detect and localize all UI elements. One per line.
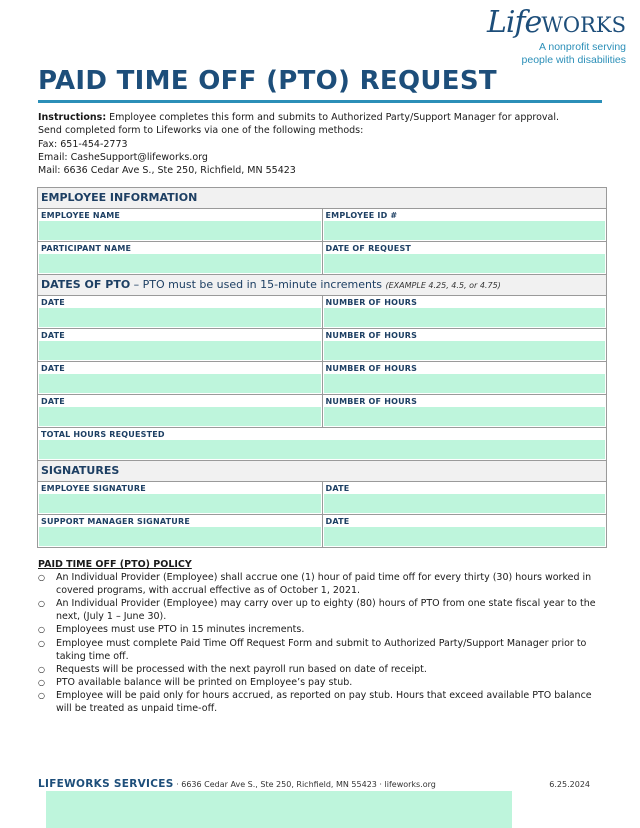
lifeworks-logo: [486, 5, 626, 70]
logo-wordmark: LifeWORKS: [486, 5, 626, 40]
pto-hours-field-1[interactable]: NUMBER OF HOURS: [322, 296, 607, 328]
email-address: Email: CasheSupport@lifeworks.org: [38, 151, 208, 163]
pto-row-1: [38, 296, 606, 329]
total-hours-row: [38, 428, 606, 461]
list-item: ○ Requests will be processed with the next payroll run based on date of receipt.: [38, 663, 427, 675]
pto-date-input-3[interactable]: [39, 374, 321, 393]
pto-row-2: [38, 329, 606, 362]
bullet-icon: ○: [38, 573, 45, 583]
form-row: [38, 209, 606, 242]
footer-org: LIFEWORKS SERVICES: [38, 778, 174, 790]
employee-name-input[interactable]: [39, 221, 321, 240]
pto-row-3: [38, 362, 606, 395]
pto-hours-input-1[interactable]: [324, 308, 606, 327]
bullet-icon: ○: [38, 599, 45, 609]
section-employee-information: EMPLOYEE INFORMATION: [38, 188, 606, 209]
instructions-line-2: Send completed form to Lifeworks via one of the following methods:: [38, 125, 364, 137]
bullet-icon: ○: [38, 638, 45, 648]
pto-date-field-4[interactable]: DATE: [38, 395, 322, 427]
total-hours-input[interactable]: [39, 440, 605, 459]
section-signatures: SIGNATURES: [38, 461, 606, 482]
employee-signature-date-input[interactable]: [324, 494, 606, 513]
bullet-icon: ○: [38, 690, 45, 700]
footer-address: 6636 Cedar Ave S., Ste 250, Richfield, MN 55423 · lifeworks.org: [181, 780, 436, 789]
date-of-request-input[interactable]: [324, 254, 606, 273]
pto-row-4: [38, 395, 606, 428]
total-hours-field[interactable]: TOTAL HOURS REQUESTED: [38, 428, 606, 460]
logo-tagline: A nonprofit serving people with disabilities: [521, 41, 626, 66]
pto-hours-field-4[interactable]: NUMBER OF HOURS: [322, 395, 607, 427]
bullet-icon: ○: [38, 625, 45, 635]
policy-title: PAID TIME OFF (PTO) POLICY: [38, 559, 192, 570]
employee-name-field[interactable]: EMPLOYEE NAME: [38, 209, 322, 241]
participant-name-field[interactable]: PARTICIPANT NAME: [38, 242, 322, 274]
pto-date-field-2[interactable]: DATE: [38, 329, 322, 361]
footer-revision-date: 6.25.2024: [549, 780, 590, 789]
pto-date-input-2[interactable]: [39, 341, 321, 360]
policy-list: [38, 571, 604, 715]
form-row: [38, 242, 606, 275]
list-item: ○ PTO available balance will be printed on Employee’s pay stub.: [38, 676, 353, 688]
support-manager-signature-input[interactable]: [39, 527, 321, 546]
support-manager-signature-row: [38, 515, 606, 547]
instructions-line-1: Instructions: Employee completes this form and submits to Authorized Party/Support Manager for approval.: [38, 112, 560, 123]
page-footer: LIFEWORKS SERVICES · 6636 Cedar Ave S., Ste 250, Richfield, MN 55423 · lifeworks.org 6.25.2024: [38, 778, 590, 790]
mail-address: Mail: 6636 Cedar Ave S., Ste 250, Richfield, MN 55423: [38, 165, 296, 177]
footer-fillable-area[interactable]: [46, 791, 512, 828]
bullet-icon: ○: [38, 664, 45, 674]
support-manager-signature-field[interactable]: SUPPORT MANAGER SIGNATURE: [38, 515, 322, 547]
pto-date-field-3[interactable]: DATE: [38, 362, 322, 394]
pto-hours-input-4[interactable]: [324, 407, 606, 426]
bullet-icon: ○: [38, 677, 45, 687]
employee-signature-date-field[interactable]: DATE: [322, 482, 607, 514]
employee-id-field[interactable]: EMPLOYEE ID #: [322, 209, 607, 241]
pto-date-input-4[interactable]: [39, 407, 321, 426]
support-manager-date-field[interactable]: DATE: [322, 515, 607, 547]
pto-date-input-1[interactable]: [39, 308, 321, 327]
fax-number: Fax: 651-454-2773: [38, 138, 128, 150]
pto-hours-input-2[interactable]: [324, 341, 606, 360]
employee-signature-field[interactable]: EMPLOYEE SIGNATURE: [38, 482, 322, 514]
participant-name-input[interactable]: [39, 254, 321, 273]
list-item: ○ Employee must complete Paid Time Off Request Form and submit to Authorized Party/Support Manager prior to taking time off.: [38, 637, 587, 662]
pto-form: [37, 187, 607, 548]
support-manager-date-input[interactable]: [324, 527, 606, 546]
pto-hours-field-3[interactable]: NUMBER OF HOURS: [322, 362, 607, 394]
instructions-block: [38, 111, 604, 177]
pto-hours-input-3[interactable]: [324, 374, 606, 393]
page-title: PAID TIME OFF (PTO) REQUEST: [38, 66, 497, 96]
date-of-request-field[interactable]: DATE OF REQUEST: [322, 242, 607, 274]
employee-signature-row: [38, 482, 606, 515]
employee-id-input[interactable]: [324, 221, 606, 240]
pto-policy: [38, 558, 604, 715]
pto-hours-field-2[interactable]: NUMBER OF HOURS: [322, 329, 607, 361]
list-item: ○ An Individual Provider (Employee) may carry over up to eighty (80) hours of PTO from one state fiscal year to the next, (July 1 – June 30).: [38, 598, 596, 623]
pto-date-field-1[interactable]: DATE: [38, 296, 322, 328]
title-divider: [38, 100, 602, 103]
list-item: ○ Employees must use PTO in 15 minutes increments.: [38, 624, 305, 636]
employee-signature-input[interactable]: [39, 494, 321, 513]
list-item: ○ Employee will be paid only for hours accrued, as reported on pay stub. Hours that exceed available PTO balance will be treated as unpaid time-off.: [38, 689, 592, 715]
section-dates-of-pto: DATES OF PTO – PTO must be used in 15-minute increments (EXAMPLE 4.25, 4.5, or 4.75): [38, 275, 606, 296]
list-item: ○ An Individual Provider (Employee) shall accrue one (1) hour of paid time off for every thirty (30) hours worked in covered programs, with accrual effective as of October 1, 2021.: [38, 572, 592, 597]
